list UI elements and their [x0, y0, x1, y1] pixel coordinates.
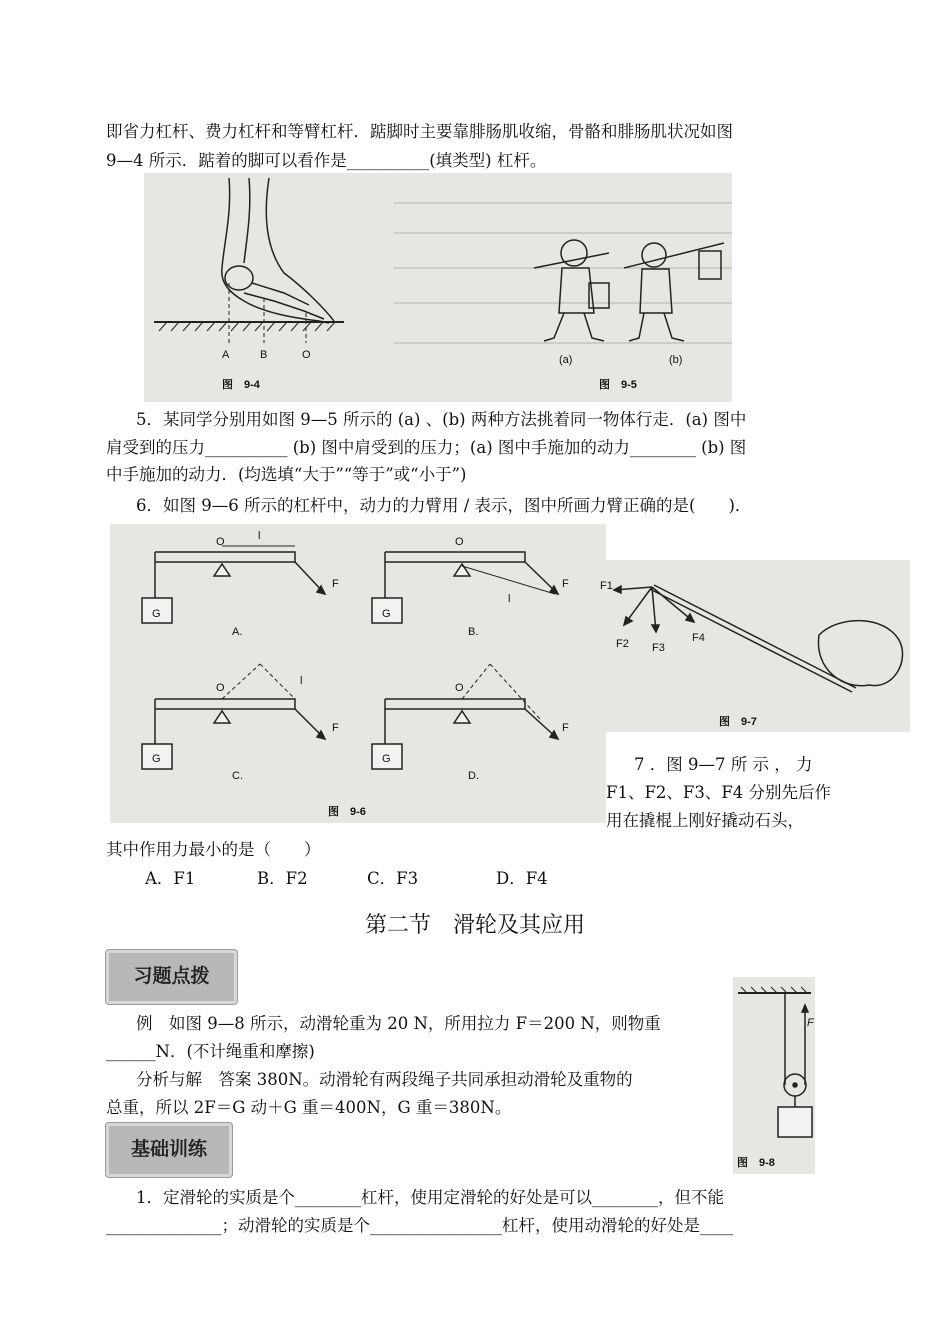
fig97-caption: 图 9-7	[719, 716, 757, 728]
example-line-4: 总重，所以 2F＝G 动＋G 重＝400N，G 重＝380N。	[106, 1098, 512, 1117]
q1-line-1: 1．定滑轮的实质是个________杠杆，使用定滑轮的好处是可以________，但不能	[136, 1188, 724, 1207]
intro-line-1: 即省力杠杆、费力杠杆和等臂杠杆．踮脚时主要靠腓肠肌收缩，骨骼和腓肠肌状况如图	[106, 122, 733, 141]
fig96-weight-b: G	[382, 608, 391, 620]
fig97-force-f3: F3	[652, 642, 665, 654]
q5-line-2: 肩受到的压力__________ (b) 图中肩受到的压力；(a) 图中手施加的动力________ (b) 图	[106, 438, 747, 457]
fig94-label-b: B	[260, 349, 268, 361]
fig97-force-f4: F4	[692, 632, 705, 644]
fig96-pivot-c: O	[216, 682, 225, 694]
example-line-1: 例 如图 9—8 所示，动滑轮重为 20 N，所用拉力 F＝200 N，则物重	[136, 1014, 661, 1033]
fig94-label-a: A	[222, 349, 230, 361]
q7-line-2: F1、F2、F3、F4 分别先后作	[606, 783, 832, 802]
q1-line-2: ______________；动滑轮的实质是个________________杠杆，使用动滑轮的好处是____	[106, 1216, 733, 1235]
fig97-force-f1: F1	[600, 580, 613, 592]
figure-9-7-drawing	[594, 560, 910, 732]
foot-drawing	[222, 178, 334, 323]
porter-b-drawing	[624, 243, 724, 341]
q7-line-1: 7 ．图 9—7 所 示 ， 力	[634, 755, 813, 774]
fig96-force-b: F	[562, 578, 569, 590]
fig96-weight-d: G	[382, 753, 391, 765]
badge-exercise-tips: 习题点拨	[106, 950, 237, 1004]
fig96-pivot-b: O	[455, 536, 464, 548]
intro-line-2: 9—4 所示．踮着的脚可以看作是__________(填类型) 杠杆。	[106, 151, 547, 170]
q7-line-3: 用在撬棍上刚好撬动石头，	[606, 811, 804, 830]
fig96-force-d: F	[562, 722, 569, 734]
figure-9-8-drawing	[733, 977, 815, 1174]
figure-9-4-9-5	[144, 173, 732, 402]
fig96-force-c: F	[332, 722, 339, 734]
q7-option-c: C．F3	[367, 869, 419, 888]
figure-9-6	[110, 524, 606, 823]
fig96-arm-c: l	[300, 675, 303, 687]
fig95-caption: 图 9-5	[599, 379, 637, 391]
fig95-label-b: (b)	[669, 354, 683, 366]
fig94-caption: 图 9-4	[222, 379, 260, 391]
porter-a-drawing	[534, 240, 609, 341]
fig95-label-a: (a)	[559, 354, 573, 366]
figure-9-4-9-5-drawing	[144, 173, 732, 402]
fig96-force-a: F	[332, 578, 339, 590]
q6-line-1: 6．如图 9—6 所示的杠杆中，动力的力臂用 / 表示，图中所画力臂正确的是( )．	[136, 496, 752, 515]
q7-line-4: 其中作用力最小的是（ ）	[106, 840, 321, 859]
fig96-option-c: C.	[232, 770, 243, 782]
figure-9-8	[733, 977, 815, 1174]
fig96-option-b: B.	[468, 626, 479, 638]
fig96-arm-b: l	[508, 593, 511, 605]
fig96-arm-a: l	[258, 530, 261, 542]
fig97-force-f2: F2	[616, 638, 629, 650]
example-line-2: ______N．(不计绳重和摩擦)	[106, 1042, 315, 1061]
fig96-pivot-d: O	[455, 682, 464, 694]
q7-option-d: D．F4	[496, 869, 548, 888]
fig96-weight-a: G	[152, 608, 161, 620]
q5-line-1: 5．某同学分别用如图 9—5 所示的 (a) 、(b) 两种方法挑着同一物体行走．(a) 图中	[136, 410, 747, 429]
figure-9-6-drawing	[110, 524, 606, 823]
fig98-caption: 图 9-8	[737, 1157, 775, 1169]
fig96-pivot-a: O	[216, 536, 225, 548]
fig96-weight-c: G	[152, 753, 161, 765]
example-line-3: 分析与解 答案 380N。动滑轮有两段绳子共同承担动滑轮及重物的	[136, 1070, 633, 1089]
fig96-option-d: D.	[468, 770, 479, 782]
q7-option-b: B．F2	[257, 869, 308, 888]
badge-basic-training: 基础训练	[106, 1123, 232, 1177]
fig98-force-f: F	[807, 1017, 814, 1029]
figure-9-7	[594, 560, 910, 732]
fig94-label-o: O	[302, 349, 311, 361]
q7-option-a: A．F1	[145, 869, 196, 888]
fig96-caption: 图 9-6	[328, 806, 366, 818]
fig96-option-a: A.	[232, 626, 243, 638]
section-title: 第二节 滑轮及其应用	[364, 913, 585, 938]
q5-line-3: 中手施加的动力．(均选填“大于”“等于”或“小于”)	[106, 465, 467, 484]
